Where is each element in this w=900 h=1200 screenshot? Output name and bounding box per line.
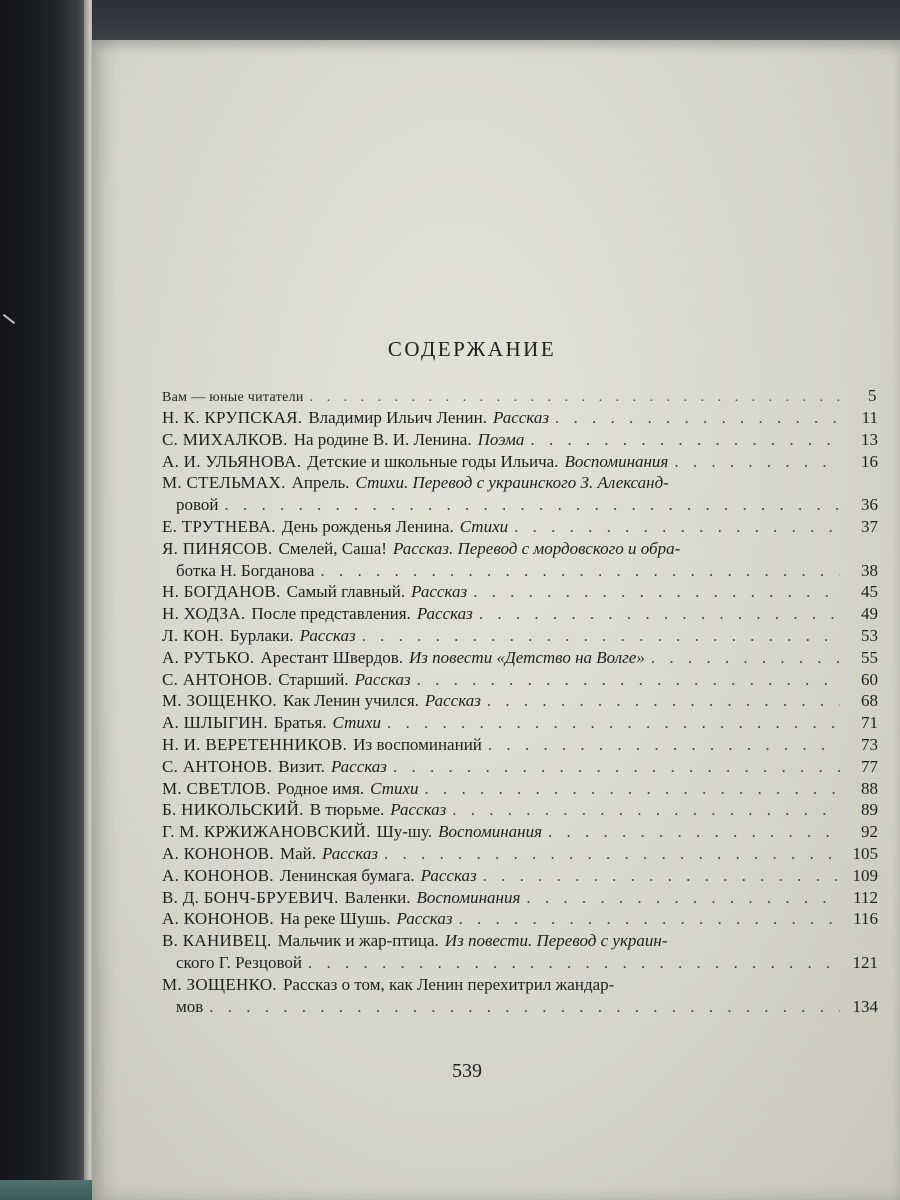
dot-leader [320, 560, 840, 582]
toc-author: А. И. УЛЬЯНОВА. [162, 451, 302, 471]
dot-leader [393, 756, 840, 778]
toc-entry [162, 930, 878, 974]
toc-entry [162, 756, 878, 778]
dot-leader [488, 734, 840, 756]
dot-leader [526, 887, 840, 909]
toc-genre: Рассказ [396, 909, 453, 929]
toc-page-number: 38 [861, 560, 878, 580]
book-page [92, 40, 900, 1200]
toc-entry-line [162, 930, 878, 952]
toc-page-number: 112 [853, 887, 878, 907]
toc-entry [162, 821, 878, 843]
toc-author: Г. М. КРЖИЖАНОВСКИЙ. [162, 822, 371, 842]
toc-author: Л. КОН. [162, 625, 224, 645]
toc-genre: Воспоминания [564, 451, 669, 471]
toc-entry [162, 908, 878, 930]
toc-author: М. ЗОЩЕНКО. [162, 974, 277, 994]
toc-genre: Рассказ [354, 669, 411, 689]
toc-page-number: 109 [852, 865, 878, 885]
toc-page-number: 73 [861, 734, 878, 754]
dot-leader [555, 407, 840, 429]
toc-title: Ленинская бумага. [279, 865, 415, 885]
dot-leader [514, 516, 840, 538]
toc-title: На родине В. И. Ленина. [293, 429, 472, 449]
toc-genre: Воспоминания [416, 887, 521, 907]
toc-author: А. КОНОНОВ. [162, 843, 274, 863]
toc-page-number: 89 [861, 800, 878, 820]
dot-leader [310, 387, 840, 409]
page-number: 539 [452, 1060, 482, 1082]
toc-author: Б. НИКОЛЬСКИЙ. [162, 800, 304, 820]
toc-entry [162, 407, 878, 429]
toc-genre: Рассказ [330, 756, 387, 776]
toc-entry [162, 669, 878, 691]
toc-author: В. Д. БОНЧ-БРУЕВИЧ. [162, 887, 339, 907]
toc-page-number: 11 [861, 408, 878, 427]
dot-leader [473, 581, 840, 603]
dot-leader [209, 996, 840, 1018]
toc-continuation: мов [176, 996, 204, 1016]
toc-title: Визит. [278, 756, 325, 776]
toc-entry [162, 974, 878, 1018]
toc-page-number: 116 [853, 909, 878, 929]
toc-title: В тюрьме. [309, 800, 385, 820]
toc-page-number: 92 [861, 822, 878, 842]
toc-entry-line [162, 974, 878, 996]
toc-entry-line [162, 952, 878, 974]
toc-author: Вам — юные читатели [162, 390, 304, 405]
toc-genre: Рассказ [299, 625, 356, 645]
toc-page-number: 121 [852, 952, 878, 972]
toc-genre: Стихи [459, 516, 509, 536]
toc-author: А. ШЛЫГИН. [162, 713, 268, 733]
toc-entry [162, 887, 878, 909]
dot-leader [417, 669, 840, 691]
toc-author: М. СТЕЛЬМАХ. [162, 473, 286, 493]
toc-title: Детские и школьные годы Ильича. [307, 451, 559, 471]
toc-author: Н. ХОДЗА. [162, 604, 246, 624]
toc-entry [162, 712, 878, 734]
toc-author: А. РУТЬКО. [162, 647, 255, 667]
toc-author: М. ЗОЩЕНКО. [162, 691, 277, 711]
background-surface [92, 0, 900, 40]
dot-leader [674, 451, 840, 473]
toc-author: Я. ПИНЯСОВ. [162, 538, 273, 558]
toc-genre: Воспоминания [438, 822, 542, 842]
toc-genre: Рассказ [321, 843, 378, 863]
toc-entry [162, 690, 878, 712]
toc-title: Родное имя. [276, 778, 365, 798]
toc-entry [162, 865, 878, 887]
dot-leader [530, 429, 840, 451]
page-title: СОДЕРЖАНИЕ [387, 337, 557, 361]
toc-title: Старший. [278, 669, 349, 689]
toc-author: С. АНТОНОВ. [162, 669, 273, 689]
toc-entry [162, 603, 878, 625]
dot-leader [487, 690, 840, 712]
toc-page-number: 37 [861, 516, 878, 536]
toc-author: Н. И. ВЕРЕТЕННИКОВ. [162, 734, 348, 754]
toc-title: Валенки. [344, 887, 411, 907]
toc-entry [162, 799, 878, 821]
toc-continuation: ровой [176, 495, 219, 515]
toc-entry-line [162, 996, 878, 1018]
toc-genre: Из повести. Перевод с украин- [444, 931, 668, 951]
toc-continuation: ботка Н. Богданова [176, 560, 315, 580]
toc-author: А. КОНОНОВ. [162, 909, 274, 929]
toc-author: Е. ТРУТНЕВА. [162, 516, 276, 536]
toc-title: Рассказ о том, как Ленин перехитрил жандар- [282, 974, 615, 994]
toc-page-number: 55 [861, 647, 878, 667]
toc-author: Н. БОГДАНОВ. [162, 582, 281, 602]
toc-title: Владимир Ильич Ленин. [308, 408, 487, 427]
toc-title: Арестант Швердов. [260, 647, 404, 667]
toc-title: Шу-шу. [376, 822, 433, 842]
dot-leader [225, 494, 840, 516]
toc-genre: Рассказ [390, 800, 447, 820]
toc-genre: Рассказ [416, 604, 473, 624]
dot-leader [483, 865, 840, 887]
toc-genre: Из повести «Детство на Волге» [409, 647, 645, 667]
toc-page-number: 45 [861, 582, 878, 602]
toc-title: Как Ленин учился. [282, 691, 419, 711]
toc-entry [162, 778, 878, 800]
toc-title: На реке Шушь. [279, 909, 391, 929]
toc-title: Братья. [273, 713, 327, 733]
toc-entry [162, 581, 878, 603]
toc-entry-line [162, 494, 878, 516]
toc-entry [162, 625, 878, 647]
toc-page-number: 16 [861, 451, 878, 471]
toc-title: Бурлаки. [229, 625, 294, 645]
toc-title: Мальчик и жар-птица. [277, 931, 439, 951]
toc-page-number: 77 [861, 756, 878, 776]
toc-author: С. АНТОНОВ. [162, 756, 273, 776]
toc-entry [162, 734, 878, 756]
toc-page-number: 71 [861, 713, 878, 733]
toc-page-number: 88 [861, 778, 878, 798]
toc-genre: Рассказ [420, 865, 477, 885]
dot-leader [425, 778, 840, 800]
toc-page-number: 53 [861, 625, 878, 645]
dot-leader [458, 908, 840, 930]
toc-page-number: 49 [861, 604, 878, 624]
toc-title: Смелей, Саша! [278, 538, 387, 558]
dot-leader [651, 647, 840, 669]
toc-entry-line [162, 538, 878, 560]
toc-entry [162, 429, 878, 451]
toc-page-number: 60 [861, 669, 878, 689]
toc-title: Самый главный. [286, 582, 406, 602]
toc-continuation: ского Г. Резцовой [176, 952, 302, 972]
toc-page-number: 13 [861, 429, 878, 449]
toc-genre: Рассказ [424, 691, 481, 711]
toc-entry [162, 451, 878, 473]
toc-author: А. КОНОНОВ. [162, 865, 274, 885]
dot-leader [308, 952, 840, 974]
dot-leader [548, 821, 840, 843]
toc-entry [162, 472, 878, 516]
toc-entry [162, 538, 878, 582]
toc-author: С. МИХАЛКОВ. [162, 429, 288, 449]
toc-page-number: 5 [868, 386, 878, 405]
toc-genre: Стихи. Перевод с украинского З. Александ- [355, 473, 669, 493]
toc-entry [162, 647, 878, 669]
toc-author: М. СВЕТЛОВ. [162, 778, 271, 798]
toc-title: После представления. [251, 604, 411, 624]
dot-leader [452, 799, 840, 821]
toc-genre: Рассказ. Перевод с мордовского и обра- [392, 538, 681, 558]
toc-page-number: 105 [852, 843, 878, 863]
toc-genre: Стихи [370, 778, 419, 798]
table-of-contents [162, 385, 878, 1017]
toc-entry [162, 843, 878, 865]
toc-entry [162, 385, 878, 407]
dot-leader [387, 712, 840, 734]
toc-title: Май. [279, 843, 316, 863]
toc-entry-line [162, 472, 878, 494]
toc-genre: Стихи [332, 713, 381, 733]
book-cover-edge [0, 0, 92, 1200]
toc-title: Апрель. [291, 473, 350, 493]
dot-leader [362, 625, 840, 647]
toc-genre: Рассказ [411, 582, 468, 602]
toc-page-number: 68 [861, 691, 878, 711]
toc-author: Н. К. КРУПСКАЯ. [162, 408, 303, 427]
toc-entry-line [162, 560, 878, 582]
dot-leader [479, 603, 840, 625]
toc-genre: Рассказ [492, 408, 549, 427]
toc-entry [162, 516, 878, 538]
toc-title: Из воспоминаний [353, 734, 482, 754]
toc-title: День рожденья Ленина. [281, 516, 454, 536]
toc-author: В. КАНИВЕЦ. [162, 931, 272, 951]
dot-leader [384, 843, 840, 865]
toc-page-number: 134 [852, 996, 878, 1016]
toc-genre: Поэма [477, 429, 525, 449]
toc-page-number: 36 [861, 495, 878, 515]
